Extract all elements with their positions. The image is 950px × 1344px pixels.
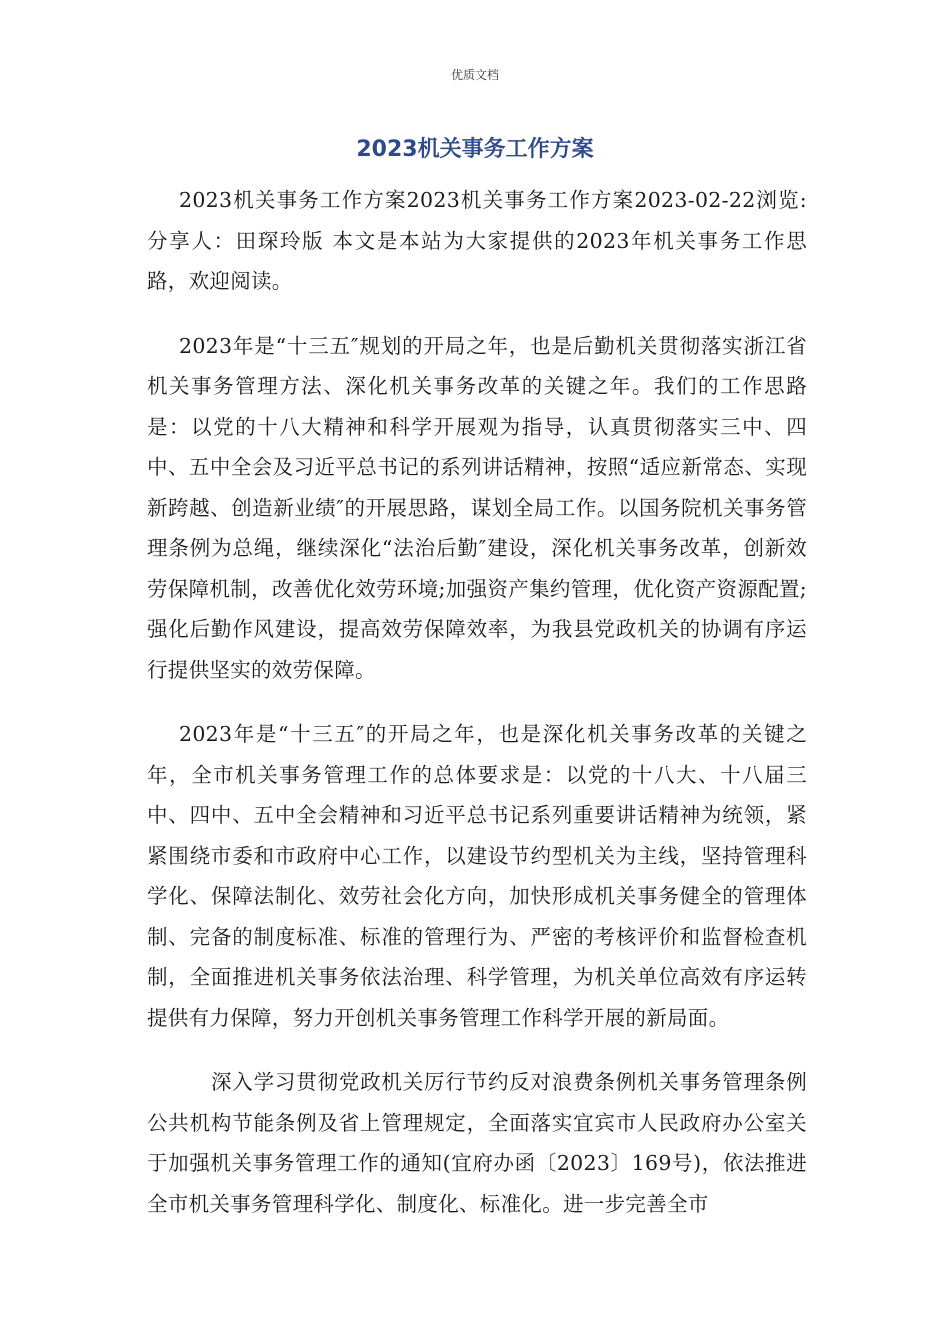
paragraph-overall-requirements: 2023年是“十三五″的开局之年，也是深化机关事务改革的关键之年，全市机关事务管理工作的总体要求是：以党的十八大、十八届三中、四中、五中全会精神和习近平总书记系列重要讲话精神为统领，紧紧围绕市委和市政府中心工作，以建设节约型机关为主线，坚持管理科学化、保障法制化、效劳社会化方向，加快形成机关事务健全的管理体制、完备的制度标准、标准的管理行为、严密的考核评价和监督检查机制，全面推进机关事务依法治理、科学管理，为机关单位高效有序运转提供有力保障，努力开创机关事务管理工作科学开展的新局面。 xyxy=(147,722,807,1030)
paragraph-intro: 2023机关事务工作方案2023机关事务工作方案2023-02-22浏览:分享人：田琛玲版 本文是本站为大家提供的2023年机关事务工作思路，欢迎阅读。 xyxy=(147,188,807,293)
paragraph-work-approach: 2023年是“十三五″规划的开局之年，也是后勤机关贯彻落实浙江省机关事务管理方法、深化机关事务改革的关键之年。我们的工作思路是：以党的十八大精神和科学开展观为指导，认真贯彻落实三中、四中、五中全会及习近平总书记的系列讲话精神，按照“适应新常态、实现新跨越、创造新业绩″的开展思路，谋划全局工作。以国务院机关事务管理条例为总绳，继续深化“法治后勤″建设，深化机关事务改革，创新效劳保障机制，改善优化效劳环境;加强资产集约管理，优化资产资源配置;强化后勤作风建设，提高效劳保障效率，为我县党政机关的协调有序运行提供坚实的效劳保障。 xyxy=(147,333,807,682)
header-label: 优质文档 xyxy=(450,68,499,82)
document-title: 2023机关事务工作方案 xyxy=(356,137,594,162)
document-body xyxy=(147,180,807,1248)
paragraph-study-implementation: 深入学习贯彻党政机关厉行节约反对浪费条例机关事务管理条例公共机构节能条例及省上管理规定，全面落实宜宾市人民政府办公室关于加强机关事务管理工作的通知(宜府办函〔2023〕169号)，依法推进全市机关事务管理科学化、制度化、标准化。进一步完善全市 xyxy=(147,1070,807,1216)
